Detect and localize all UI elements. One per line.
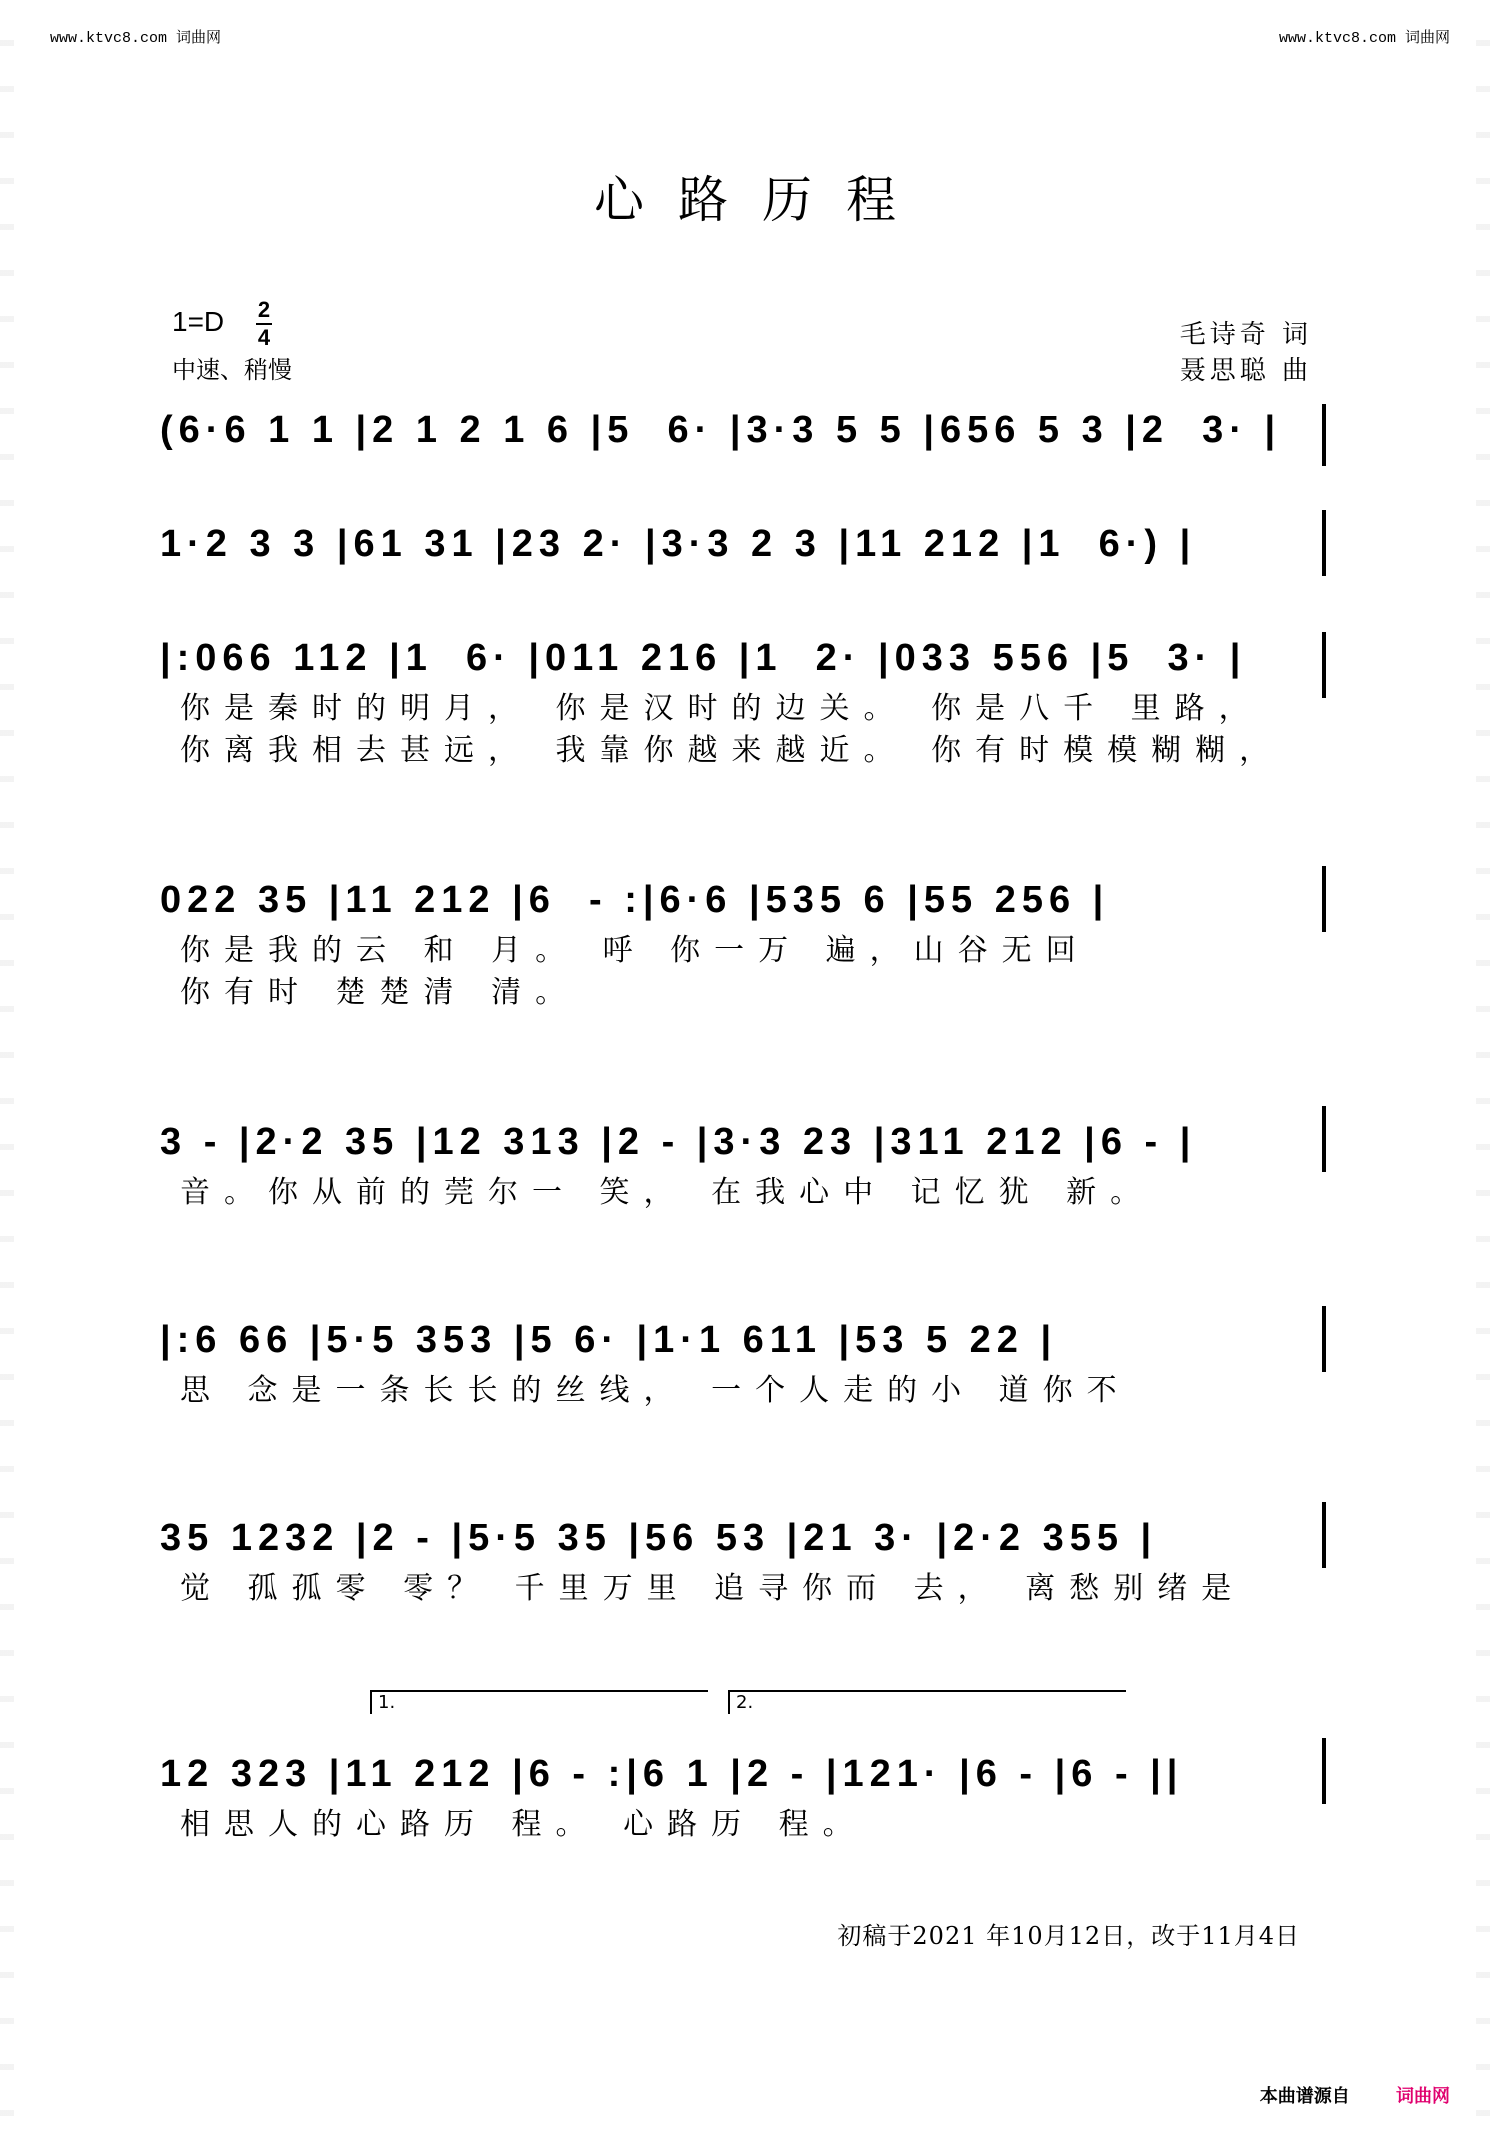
staff-notes: 3 - |2·2 35 |12 313 |2 - |3·3 23 |311 212 |6 - | [160, 1121, 1197, 1163]
source-label: 本曲谱源自 [1259, 2086, 1350, 2107]
key-signature: 1=D [172, 306, 225, 337]
site-url-right[interactable]: www.ktvc8.com 词曲网 [1278, 30, 1450, 47]
barline [1322, 510, 1326, 576]
tempo-marking: 中速、稍慢 [172, 356, 292, 384]
staff-5 [160, 1112, 1330, 1214]
lyric-line: 你有时 楚楚清 清。 [180, 975, 580, 1010]
lyric-line: 你是秦时的明月， 你是汉时的边关。 你是八千 里路， [180, 691, 1263, 726]
staff-1 [160, 400, 1330, 460]
lyric-line: 思 念是一条长长的丝线， 一个人走的小 道你不 [180, 1373, 1131, 1408]
staff-notes: 35 1232 |2 - |5·5 35 |56 53 |21 3· |2·2 355 | [160, 1517, 1158, 1559]
first-ending-bracket: 1. [370, 1690, 708, 1714]
staff-2 [160, 514, 1330, 574]
staff-3 [160, 628, 1330, 772]
staff-4 [160, 870, 1330, 1014]
barline [1322, 1502, 1326, 1568]
barline [1322, 1306, 1326, 1372]
site-url-left[interactable]: www.ktvc8.com 词曲网 [50, 30, 222, 47]
right-watermark-strip [1476, 0, 1490, 2130]
composer-credit: 聂思聪 曲 [1179, 356, 1312, 386]
time-sig-bottom: 4 [257, 325, 271, 350]
barline [1322, 866, 1326, 932]
lyricist-credit: 毛诗奇 词 [1179, 320, 1312, 350]
staff-7 [160, 1508, 1330, 1610]
source-brand-link[interactable]: 词曲网 [1396, 2086, 1450, 2107]
staff-notes: (6·6 1 1 |2 1 2 1 6 |5 6· |3·3 5 5 |656 5 3 |2 3· | [160, 409, 1282, 451]
lyric-line: 音。你从前的莞尔一 笑， 在我心中 记忆犹 新。 [180, 1175, 1155, 1210]
lyric-line: 你是我的云 和 月。 呼 你一万 遍，山谷无回 [180, 933, 1090, 968]
time-sig-top: 2 [257, 297, 271, 322]
song-title: 心路历程 [594, 171, 930, 229]
draft-date-note: 初稿于2021 年10月12日，改于11月4日 [837, 1922, 1300, 1950]
staff-8 [160, 1744, 1330, 1846]
barline [1322, 404, 1326, 466]
staff-notes: 022 35 |11 212 |6 - :|6·6 |535 6 |55 256 | [160, 879, 1110, 921]
barline [1322, 1106, 1326, 1172]
left-watermark-strip [0, 0, 14, 2130]
lyric-line: 相思人的心路历 程。 心路历 程。 [180, 1807, 867, 1842]
final-barline [1322, 1738, 1326, 1804]
staff-notes: |:066 112 |1 6· |011 216 |1 2· |033 556 |5 3· | [160, 637, 1247, 679]
staff-notes: 12 323 |11 212 |6 - :|6 1 |2 - |121· |6 - |6 - || [160, 1753, 1184, 1795]
staff-6 [160, 1310, 1330, 1412]
lyric-line: 觉 孤孤零 零？ 千里万里 追寻你而 去， 离愁别绪是 [180, 1571, 1246, 1606]
staff-notes: |:6 66 |5·5 353 |5 6· |1·1 611 |53 5 22 | [160, 1319, 1058, 1361]
source-footer [1260, 2082, 1450, 2108]
time-signature [256, 298, 272, 350]
second-ending-bracket: 2. [728, 1690, 1126, 1714]
staff-notes: 1·2 3 3 |61 31 |23 2· |3·3 2 3 |11 212 |1 6·) | [160, 523, 1197, 565]
barline [1322, 632, 1326, 698]
lyric-line: 你离我相去甚远， 我靠你越来越近。 你有时模模糊糊， [180, 733, 1284, 768]
